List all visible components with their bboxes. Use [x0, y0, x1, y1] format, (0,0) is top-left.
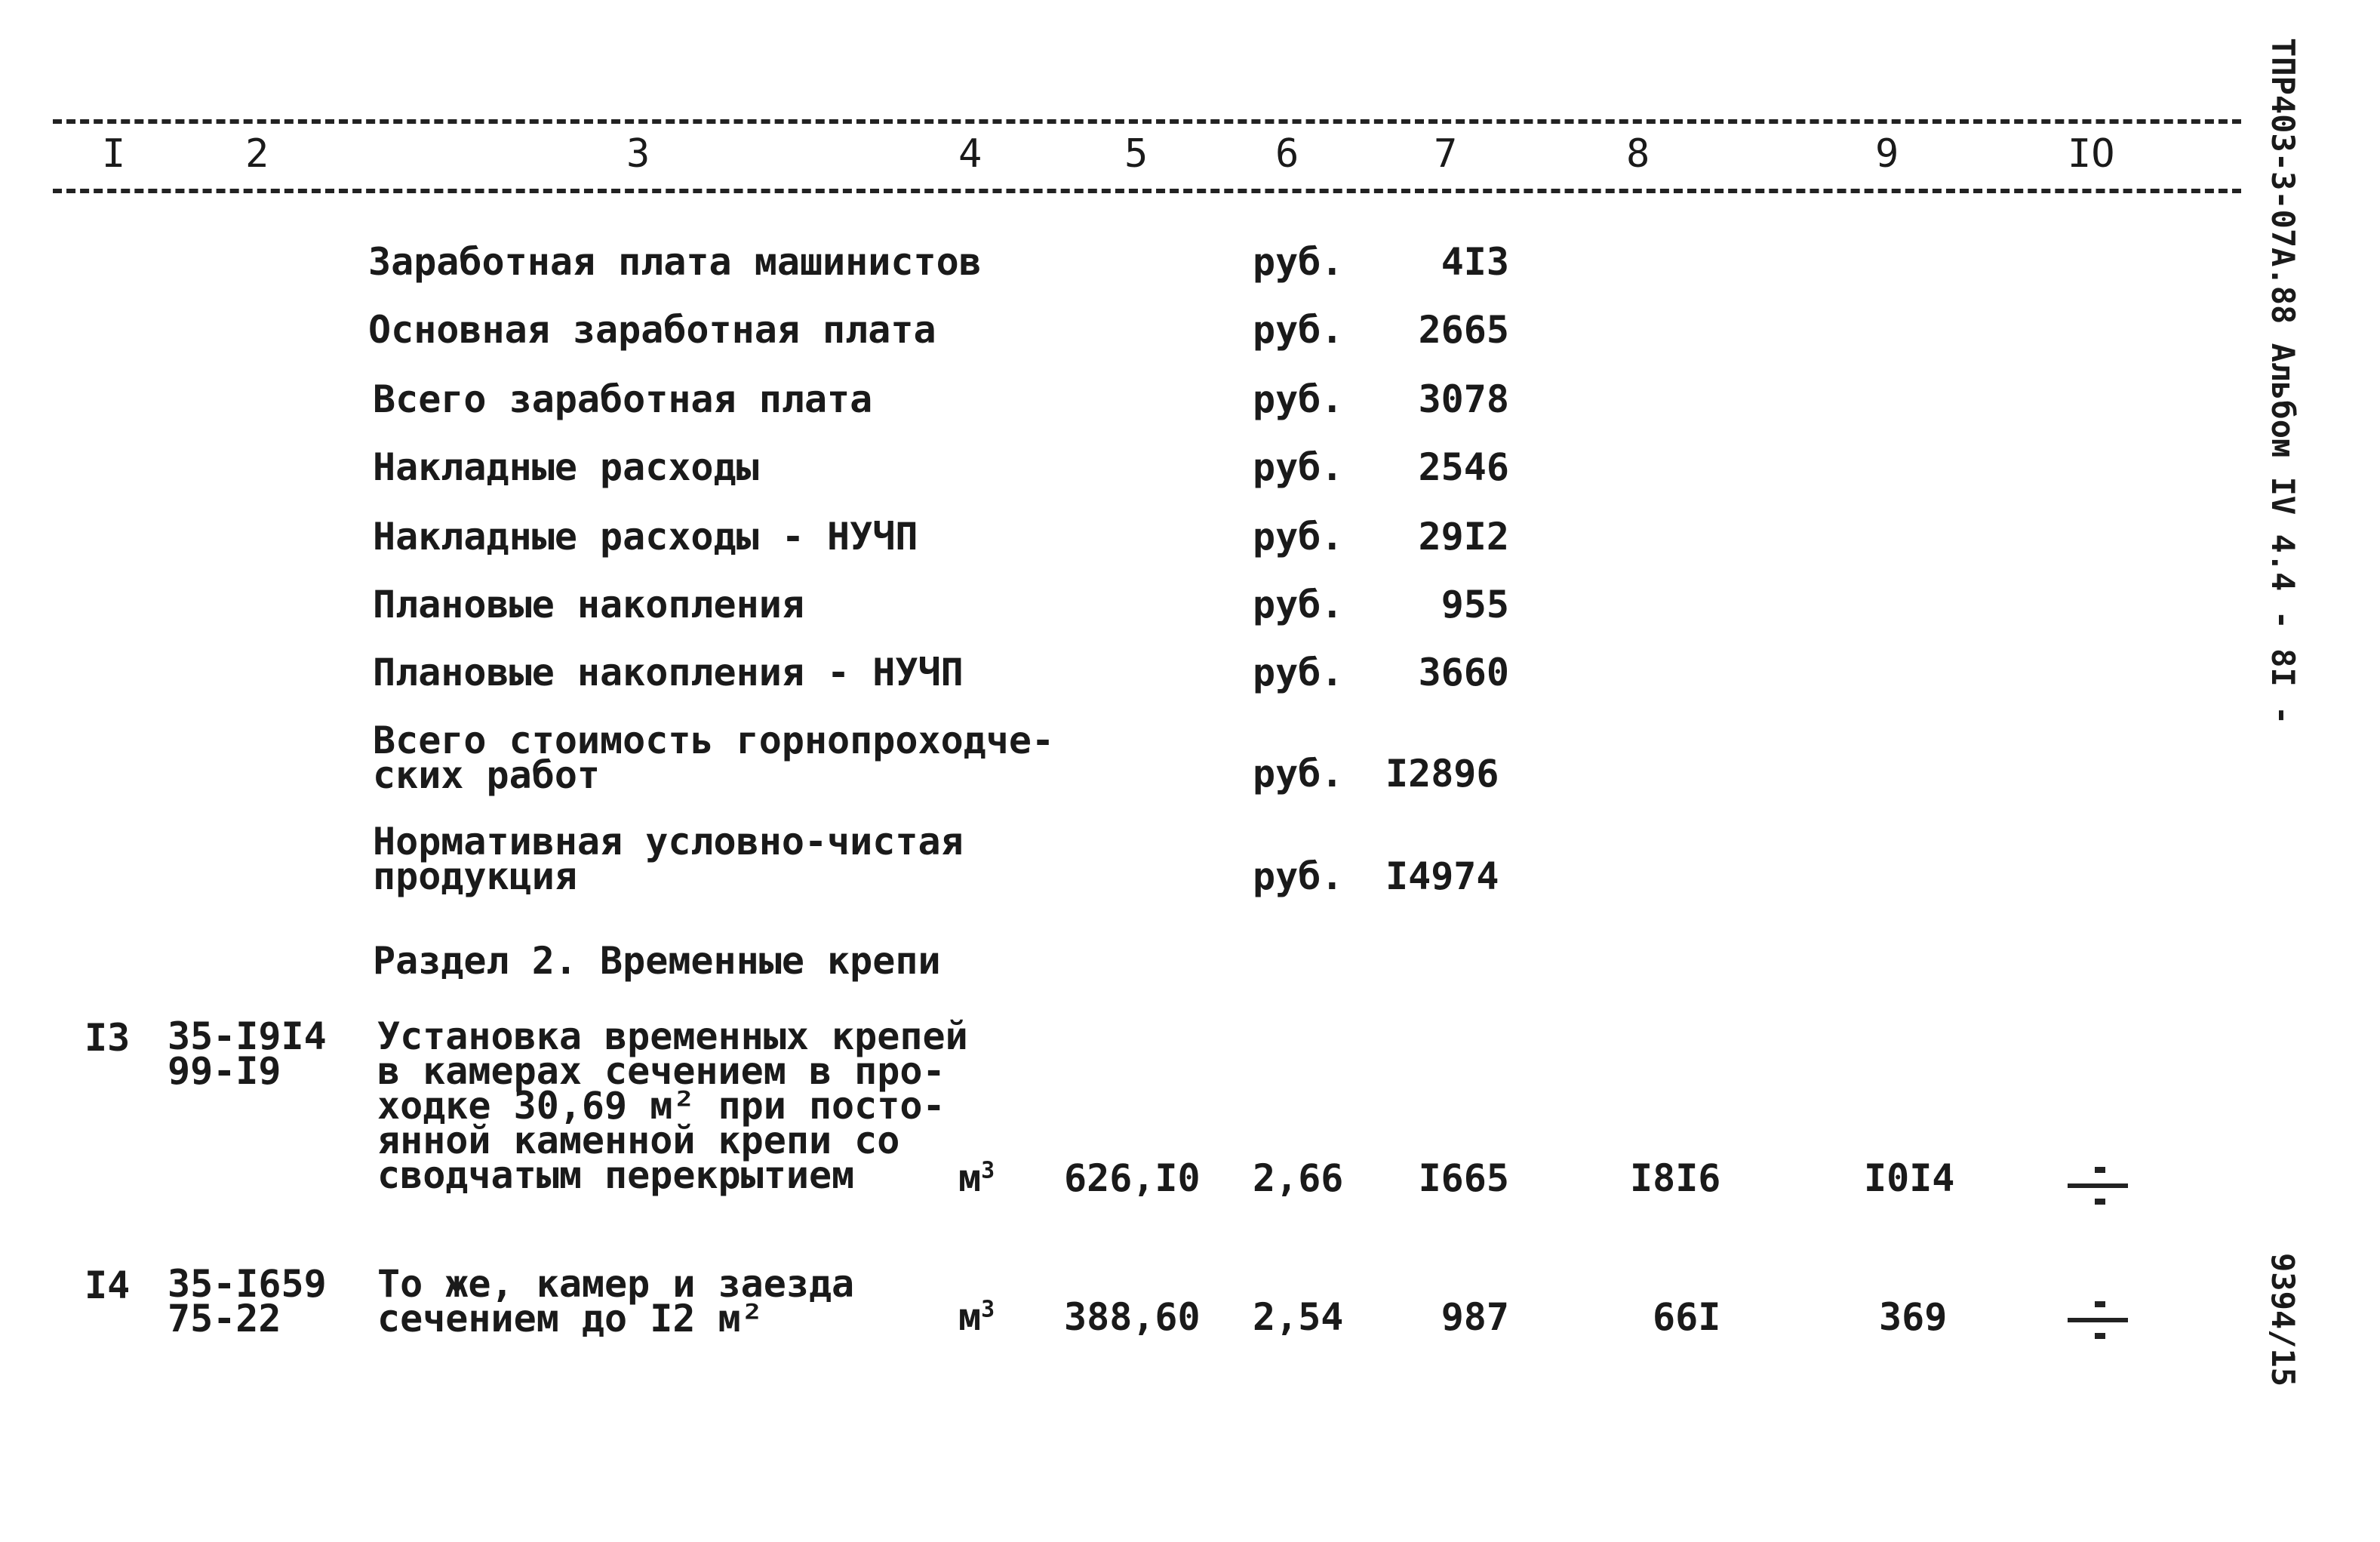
- column-header-2: 2: [245, 131, 269, 177]
- summary-value: I4974: [1385, 854, 1499, 898]
- summary-value: 4I3: [1441, 240, 1509, 284]
- header-rule-top: [53, 119, 2241, 124]
- summary-label: Всего заработная плата: [373, 377, 873, 421]
- summary-label: Всего стоимость горнопроходче- ских работ: [373, 719, 1055, 797]
- summary-unit: руб.: [1253, 583, 1344, 626]
- summary-unit: руб.: [1253, 240, 1344, 284]
- summary-unit: руб.: [1253, 377, 1344, 421]
- row-col7: 987: [1441, 1295, 1509, 1339]
- row-col5: 388,60: [1064, 1295, 1201, 1339]
- row-number: I4: [85, 1263, 131, 1307]
- column-header-6: 6: [1275, 131, 1299, 177]
- summary-value: 29I2: [1418, 515, 1509, 559]
- row-col8: 66I: [1653, 1295, 1721, 1339]
- summary-value: 2665: [1418, 308, 1509, 352]
- row-col6: 2,66: [1253, 1156, 1344, 1200]
- summary-label: Нормативная условно-чистая продукция: [373, 820, 964, 898]
- summary-value: 3078: [1418, 377, 1509, 421]
- row-col7: I665: [1418, 1156, 1509, 1200]
- row-number: I3: [85, 1016, 131, 1060]
- column-header-7: 7: [1434, 131, 1458, 177]
- side-annotation-bottom: 9394/15: [2265, 1253, 2302, 1387]
- row-description: Установка временных крепей в камерах сечением в про- ходке 30,69 м² при посто- янной каменной крепи со сводчатым перекрытием: [377, 1014, 968, 1197]
- row-code: 35-I9I4 99-I9: [168, 1014, 327, 1093]
- summary-unit: руб.: [1253, 854, 1344, 898]
- row-unit: $м^3$: [958, 1156, 995, 1200]
- row-col5: 626,I0: [1064, 1156, 1201, 1200]
- summary-label: Накладные расходы: [373, 445, 759, 489]
- row-col9: 369: [1879, 1295, 1948, 1339]
- column-header-8: 8: [1626, 131, 1650, 177]
- row-col6: 2,54: [1253, 1295, 1344, 1339]
- summary-value: 955: [1441, 583, 1509, 626]
- row-col8: I8I6: [1630, 1156, 1721, 1200]
- summary-label: Основная заработная плата: [368, 308, 936, 352]
- summary-label: Плановые накопления: [373, 583, 804, 626]
- column-header-10: IO: [2068, 131, 2115, 177]
- row-col9: I0I4: [1864, 1156, 1955, 1200]
- column-header-9: 9: [1875, 131, 1899, 177]
- summary-unit: руб.: [1253, 445, 1344, 489]
- column-header-4: 4: [958, 131, 982, 177]
- row-code: 35-I659 75-22: [168, 1262, 327, 1340]
- summary-unit: руб.: [1253, 651, 1344, 694]
- row-unit: $м^3$: [958, 1295, 995, 1339]
- summary-unit: руб.: [1253, 308, 1344, 352]
- section-title: Раздел 2. Временные крепи: [373, 939, 941, 983]
- column-header-5: 5: [1124, 131, 1148, 177]
- column-header-3: 3: [626, 131, 650, 177]
- summary-value: 3660: [1418, 651, 1509, 694]
- summary-label: Заработная плата машинистов: [368, 240, 982, 284]
- summary-label: Накладные расходы - НУЧП: [373, 515, 918, 559]
- header-rule-bottom: [53, 189, 2241, 193]
- summary-value: 2546: [1418, 445, 1509, 489]
- side-annotation-top: ТПР403-3-07А.88 Альбом IV 4.4 - 8I -: [2265, 38, 2302, 725]
- row-description: То же, камер и заезда сечением до I2 м²: [377, 1262, 855, 1340]
- summary-unit: руб.: [1253, 752, 1344, 796]
- summary-value: I2896: [1385, 752, 1499, 796]
- summary-label: Плановые накопления - НУЧП: [373, 651, 964, 694]
- column-header-1: I: [102, 131, 126, 177]
- summary-unit: руб.: [1253, 515, 1344, 559]
